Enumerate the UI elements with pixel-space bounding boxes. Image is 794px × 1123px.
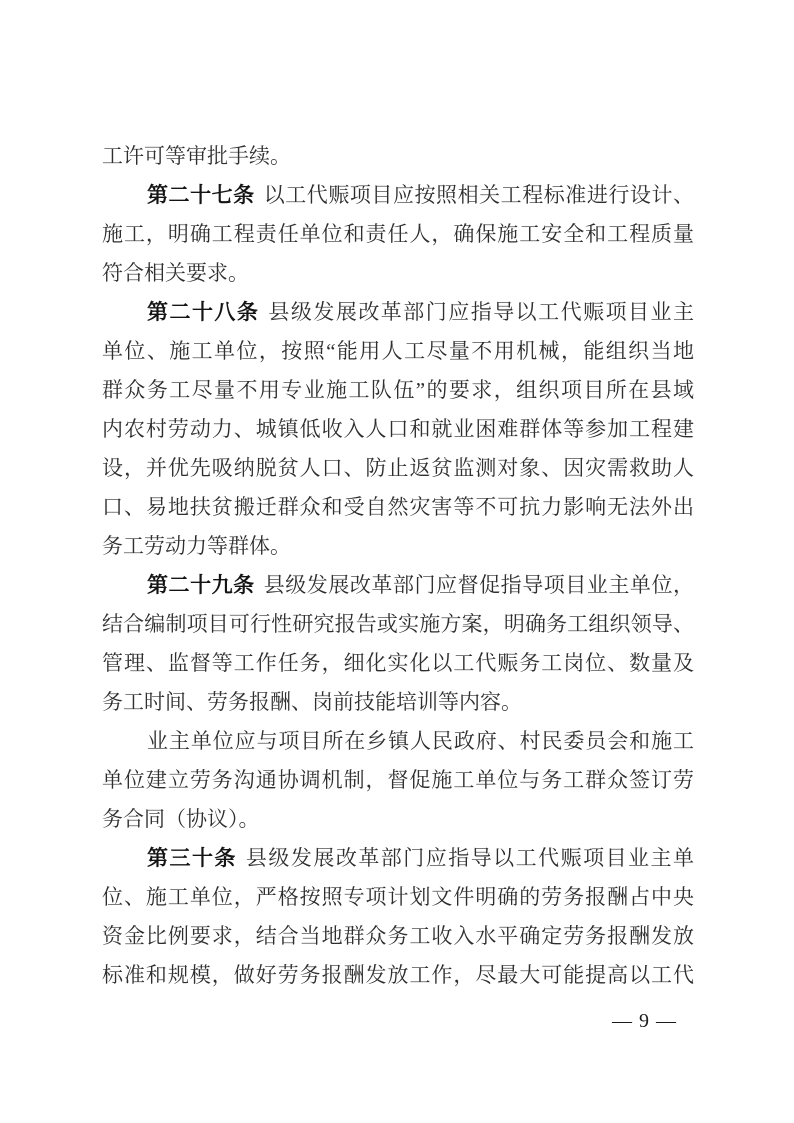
paragraph [102, 839, 694, 995]
text-run: 位、施工单位，严格按照专项计划文件明确的劳务报酬占中央 [102, 885, 694, 909]
text-run: 县级发展改革部门应督促指导项目业主单位， [263, 573, 694, 597]
text-line [102, 917, 694, 956]
paragraph [102, 176, 694, 293]
text-run: 务工劳动力等群体。 [102, 534, 291, 558]
paragraph [102, 137, 694, 176]
text-line [102, 722, 694, 761]
text-run: 以工代赈项目应按照相关工程标准进行设计、 [263, 183, 694, 207]
text-run: 资金比例要求，结合当地群众务工收入水平确定劳务报酬发放 [102, 924, 694, 948]
paragraph [102, 566, 694, 722]
article-number: 第二十九条 [147, 573, 255, 597]
article-number: 第二十八条 [147, 300, 260, 324]
text-line [102, 332, 694, 371]
text-line [102, 956, 694, 995]
text-line [102, 137, 694, 176]
text-line [102, 566, 694, 605]
text-run: 施工，明确工程责任单位和责任人，确保施工安全和工程质量 [102, 222, 694, 246]
text-line [102, 215, 694, 254]
text-run: 设，并优先吸纳脱贫人口、防止返贫监测对象、因灾需救助人 [102, 456, 694, 480]
text-line [102, 293, 694, 332]
text-run: 工许可等审批手续。 [102, 144, 291, 168]
text-run: 内农村劳动力、城镇低收入人口和就业困难群体等参加工程建 [102, 417, 694, 441]
text-line [102, 761, 694, 800]
text-run: 县级发展改革部门应指导以工代赈项目业主 [268, 300, 694, 324]
text-run: 管理、监督等工作任务，细化实化以工代赈务工岗位、数量及 [102, 651, 694, 675]
text-run: 口、易地扶贫搬迁群众和受自然灾害等不可抗力影响无法外出 [102, 495, 694, 519]
text-run: 业主单位应与项目所在乡镇人民政府、村民委员会和施工 [147, 729, 694, 753]
text-column [102, 137, 694, 995]
text-line [102, 878, 694, 917]
text-run: 务工时间、劳务报酬、岗前技能培训等内容。 [102, 690, 522, 714]
text-line [102, 839, 694, 878]
text-run: 结合编制项目可行性研究报告或实施方案，明确务工组织领导、 [102, 612, 694, 636]
text-line [102, 176, 694, 215]
text-line [102, 410, 694, 449]
text-line [102, 371, 694, 410]
paragraph [102, 722, 694, 839]
text-line [102, 254, 694, 293]
article-number: 第三十条 [147, 846, 237, 870]
article-number: 第二十七条 [147, 183, 255, 207]
paragraph [102, 293, 694, 566]
text-line [102, 488, 694, 527]
text-run: 县级发展改革部门应指导以工代赈项目业主单 [245, 846, 694, 870]
text-line [102, 449, 694, 488]
text-run: 务合同（协议）。 [102, 807, 260, 831]
text-line [102, 683, 694, 722]
page-number: — 9 — [612, 1010, 677, 1032]
text-run: 符合相关要求。 [102, 261, 249, 285]
text-run: 单位、施工单位，按照“能用人工尽量不用机械，能组织当地 [102, 339, 694, 363]
text-line [102, 800, 694, 839]
text-line [102, 605, 694, 644]
text-line [102, 644, 694, 683]
text-run: 群众务工尽量不用专业施工队伍”的要求，组织项目所在县域 [102, 378, 694, 402]
text-line [102, 527, 694, 566]
text-run: 标准和规模，做好劳务报酬发放工作，尽最大可能提高以工代 [102, 963, 694, 987]
text-run: 单位建立劳务沟通协调机制，督促施工单位与务工群众签订劳 [102, 768, 694, 792]
